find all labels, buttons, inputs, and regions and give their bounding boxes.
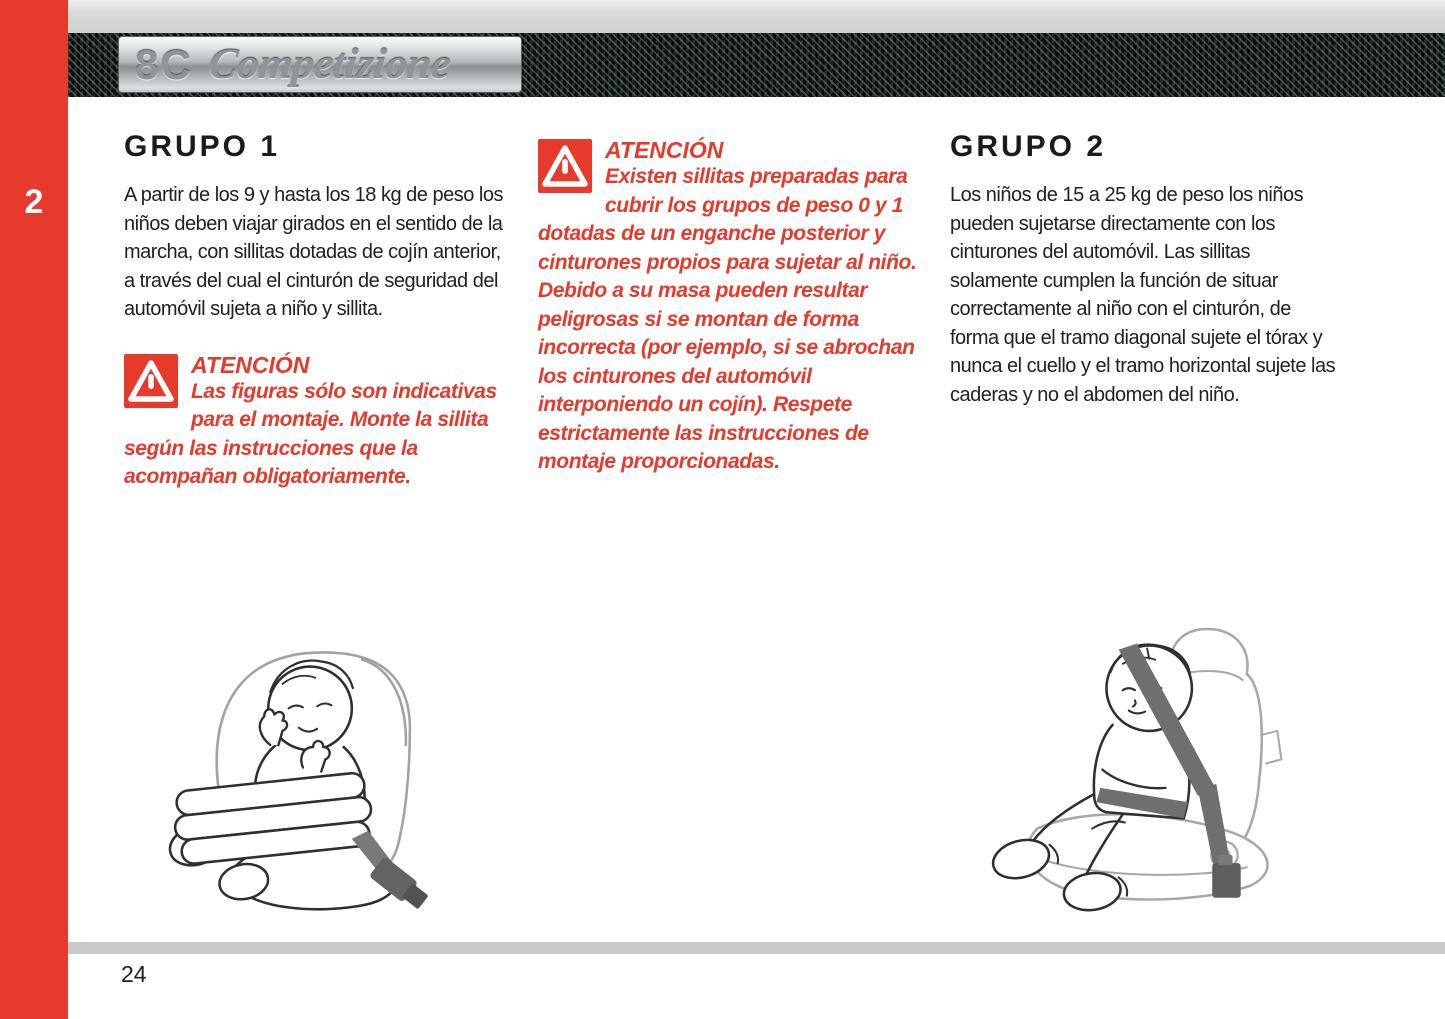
group1-warning-text: Las figuras sólo son indicativas para el montaje. Monte la sillita según las instrucciones que la acompañan obligatoriamente. [124,379,497,488]
column-group2 [950,130,1342,409]
group1-seat-illustration [150,622,466,914]
group1-warning [124,351,510,492]
warning-triangle-icon [538,139,592,193]
group2-heading: GRUPO 2 [950,130,1107,163]
chapter-number: 2 [24,183,44,221]
group1-heading: GRUPO 1 [124,130,281,163]
page-number: 24 [121,961,147,987]
group1-warning-title: ATENCIÓN [191,351,310,378]
column-group1 [124,130,510,492]
middle-warning [538,136,922,477]
footer-rule [68,942,1445,954]
carbon-fiber-band [68,33,1445,97]
group2-seat-illustration [970,615,1306,915]
header-gray-band [68,0,1445,33]
logo-plate [118,36,522,93]
column-middle-warning [538,136,922,477]
logo-8c-text: 8C [135,40,193,88]
middle-warning-text: Existen sillitas preparadas para cubrir los grupos de peso 0 y 1 dotadas de un enganche posterior y cinturones propios para sujetar al niño. Debido a su masa pueden resultar peligrosas si se montan de forma incorrecta (por ejemplo, si se abrochan los cinturones del automóvil interponiendo un cojín). Respete estrictamente las instrucciones de montaje proporcionadas. [538,165,917,473]
group2-body-text: Los niños de 15 a 25 kg de peso los niños pueden sujetarse directamente con los cinturones del automóvil. Las sillitas solamente cumplen la función de situar correctamente al niño con el cinturón, de forma que el tramo diagonal sujete el tórax y nunca el cuello y el tramo horizontal sujete las caderas y no el abdomen del niño. [950,184,1336,406]
logo-competizione-text: Competizione [206,41,453,88]
group1-body-text: A partir de los 9 y hasta los 18 kg de peso los niños deben viajar girados en el sentido de la marcha, con sillitas dotadas de cojín anterior, a través del cual el cinturón de seguridad del automóvil sujeta a niño y sillita. [124,184,503,320]
middle-warning-title: ATENCIÓN [605,137,724,163]
warning-triangle-icon [124,354,178,408]
chapter-spine [0,0,68,1019]
